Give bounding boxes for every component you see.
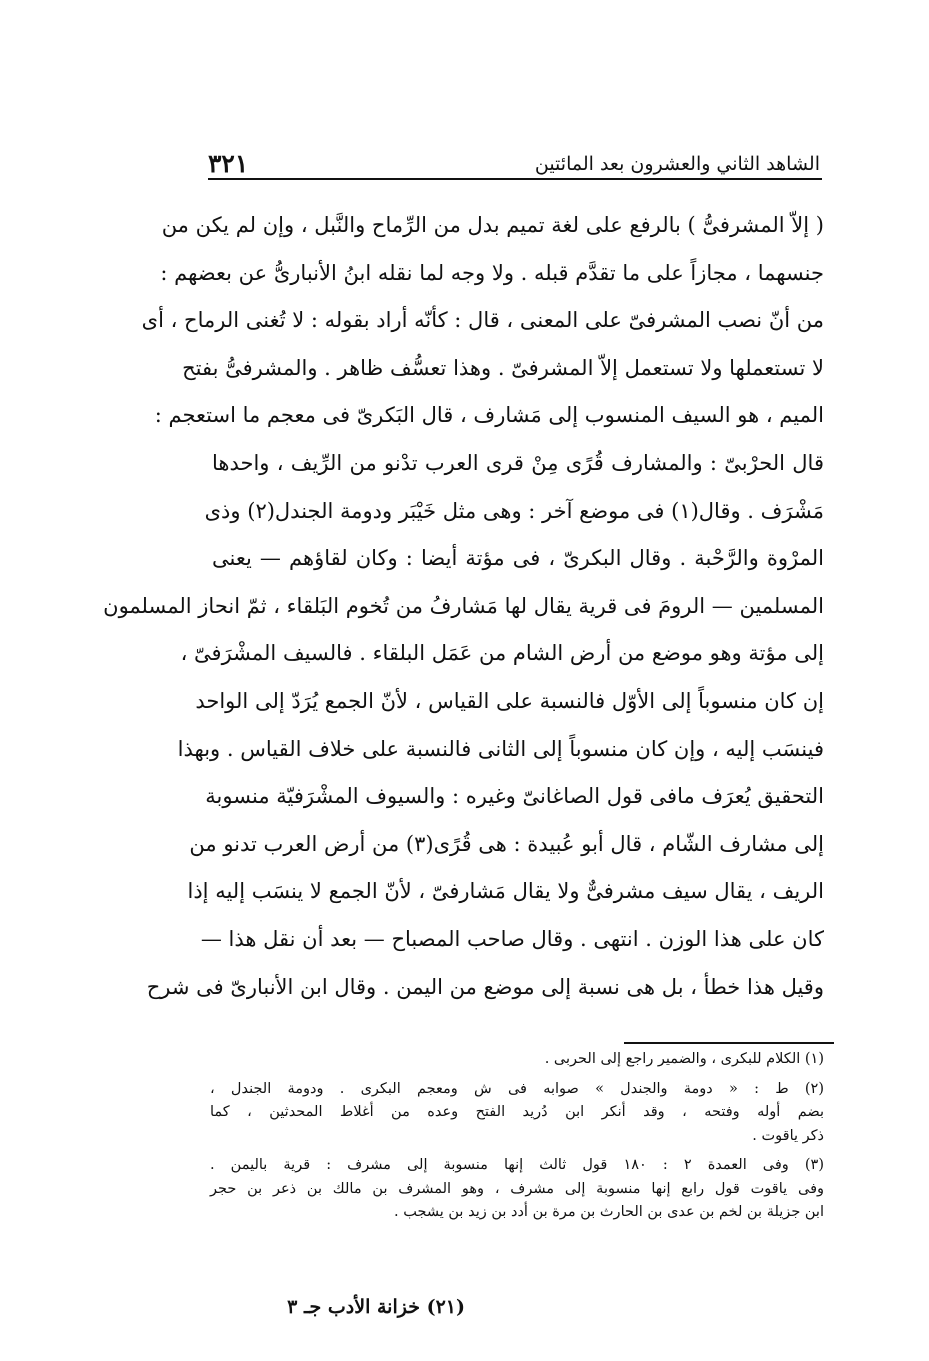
footnote-line: وفى ياقوت قول رابع إنها منسوبة إلى مشرف ، وهو المشرف بن مالك بن ذعر بن حجر	[210, 1180, 824, 1197]
footnote-line: (٢) ط : « دومة والجندل » صوابه فى ش ومعجم البكرى . ودومة الجندل ،	[210, 1080, 824, 1097]
footnote-2	[210, 1078, 824, 1149]
text-line: إلى مؤتة وهو موضع من أرض الشام من عَمَل البلقاء . فالسيف المشْرَفىّ ،	[180, 641, 824, 666]
footnote-separator	[624, 1042, 834, 1044]
footnote-line: (١) الكلام للبكرى ، والضمير راجع إلى الحربى .	[544, 1051, 824, 1067]
footnote-line: ابن جزيلة بن لخم بن عدى بن الحارث بن مرة بن أدد بن زيد بن يشجب .	[394, 1204, 824, 1220]
text-line: وقيل هذا خطأ ، بل هى نسبة إلى موضع من اليمن . وقال ابن الأنبارىّ فى شرح	[146, 974, 824, 999]
text-line: مَشْرَف . وقال(١) فى موضع آخر : وهى مثل خَيْبَر ودومة الجندل(٢) وذى	[204, 498, 824, 523]
text-line: إن كان منسوباً إلى الأوّل فالنسبة على القياس ، لأنّ الجمع يُرَدّ إلى الواحد	[195, 688, 824, 713]
footnote-1	[210, 1048, 824, 1072]
text-line: فينسَب إليه ، وإن كان منسوباً إلى الثانى فالنسبة على خلاف القياس . وبهذا	[177, 736, 824, 761]
running-header	[208, 135, 820, 179]
footnotes	[210, 1048, 824, 1225]
footnote-line: (٣) وفى العمدة ٢ : ١٨٠ قول ثالث إنها منسوبة إلى مشرف : قرية باليمن .	[210, 1157, 824, 1173]
signature-mark: (٢١) خزانة الأدب جـ ٣	[287, 1296, 465, 1318]
footnote-line: ذكر ياقوت .	[752, 1127, 824, 1144]
text-line: المرْوة والرَّحْبة . وقال البكرىّ ، فى مؤتة أيضا : وكان لقاؤهم — يعنى	[212, 546, 824, 571]
header-title: الشاهد الثاني والعشرون بعد المائتين	[534, 153, 820, 175]
text-line: ( إلاّ المشرفىُّ ) بالرفع على لغة تميم بدل من الرِّماح والنَّبل ، وإن لم يكن من	[161, 213, 824, 237]
footnote-line: بضم أوله وفتحه ، وقد أنكر ابن دُريد الفتح وعده من أغلاط المحدثين ، كما	[210, 1104, 824, 1120]
text-line: لا تستعملها ولا تستعمل إلاّ المشرفىّ . وهذا تعسُّف ظاهر . والمشرفىُّ بفتح	[182, 355, 824, 380]
text-line: قال الحرْبىّ : والمشارف قُرًى مِنْ قرى العرب تدْنو من الرِّيف ، واحدها	[212, 450, 824, 475]
header-rule	[208, 178, 822, 180]
text-line: المسلمين — الرومَ فى قرية يقال لها مَشارفُ من تُخوم البَلقاء ، ثمّ انحاز المسلمون	[103, 593, 824, 618]
page-number: ٣٢١	[208, 149, 249, 178]
text-line: كان على هذا الوزن . انتهى . وقال صاحب المصباح — بعد أن نقل هذا —	[200, 926, 824, 951]
main-text	[103, 202, 824, 1011]
text-line: الميم ، هو السيف المنسوب إلى مَشارف ، قال البَكرىّ فى معجم ما استعجم :	[154, 403, 824, 428]
text-line: إلى مشارف الشّام ، قال أبو عُبيدة : هى قُرًى(٣) من أرض العرب تدنو من	[189, 831, 824, 856]
text-line: جنسهما ، مجازاً على ما تقدَّم قبله . ولا وجه لما نقله ابنُ الأنبارىُّ عن بعضهم :	[160, 260, 824, 285]
footnote-3	[210, 1154, 824, 1225]
text-line: الريف ، يقال سيف مشرفىٌّ ولا يقال مَشارفىّ ، لأنّ الجمع لا ينسَب إليه إذا	[187, 879, 824, 904]
text-line: من أنّ نصب المشرفىّ على المعنى ، قال : كأنّه أراد بقوله : لا تُغنى الرماح ، أى	[141, 308, 824, 333]
text-line: التحقيق يُعرَف مافى قول الصاغانىّ وغيره : والسيوف المشْرَفيّة منسوبة	[205, 784, 824, 809]
